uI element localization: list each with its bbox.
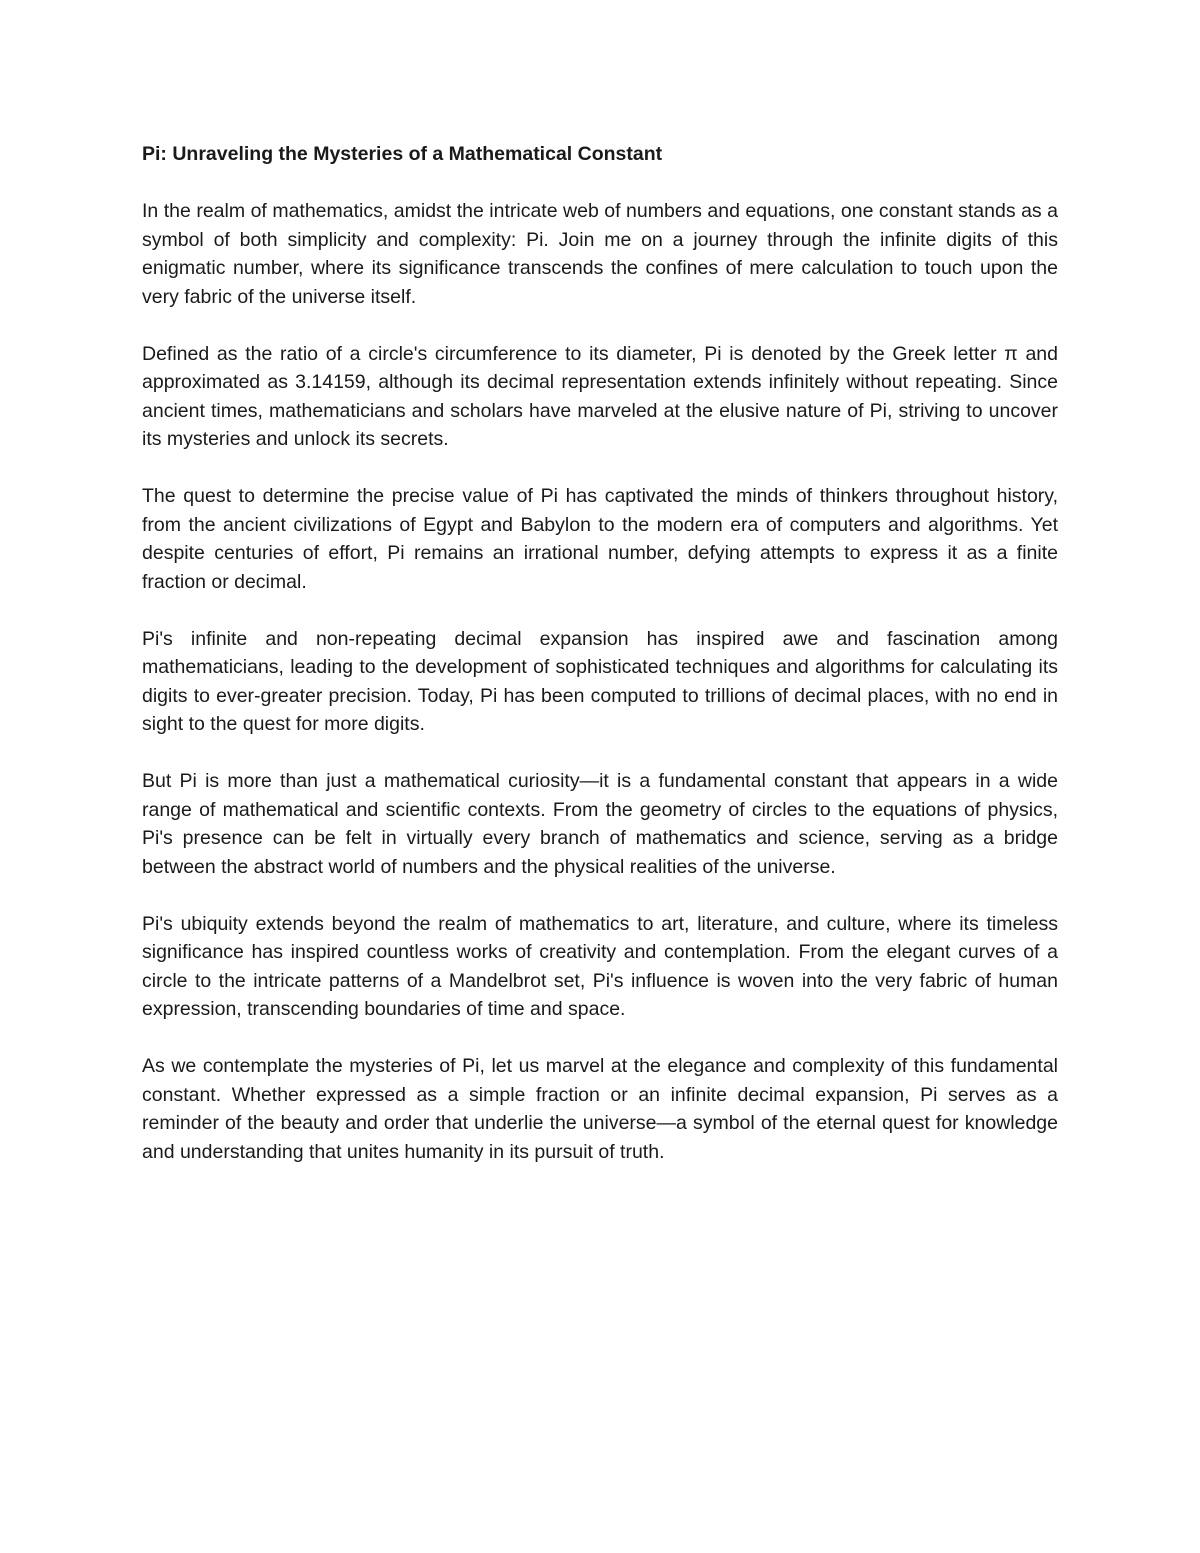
paragraph-2: Defined as the ratio of a circle's circumference to its diameter, Pi is denoted by the Greek letter π and approximated as 3.14159, although its decimal representation extends infinitely without repeating. Since ancient times, mathematicians and scholars have marveled at the elusive nature of Pi, striving to uncover its mysteries and unlock its secrets. — [142, 342, 1058, 450]
paragraph-4: Pi's infinite and non-repeating decimal expansion has inspired awe and fascination among mathematicians, leading to the development of sophisticated techniques and algorithms for calculating its digits to ever-greater precision. Today, Pi has been computed to trillions of decimal places, with no end in sight to the quest for more digits. — [142, 627, 1058, 735]
document-title: Pi: Unraveling the Mysteries of a Mathematical Constant — [142, 143, 663, 165]
document-body — [142, 140, 1058, 1195]
paragraph-7: As we contemplate the mysteries of Pi, let us marvel at the elegance and complexity of this fundamental constant. Whether expressed as a simple fraction or an infinite decimal expansion, Pi serves as a reminder of the beauty and order that underlie the universe—a symbol of the eternal quest for knowledge and understanding that unites humanity in its pursuit of truth. — [142, 1055, 1058, 1163]
paragraph-6: Pi's ubiquity extends beyond the realm of mathematics to art, literature, and culture, where its timeless significance has inspired countless works of creativity and contemplation. From the elegant curves of a circle to the intricate patterns of a Mandelbrot set, Pi's influence is woven into the very fabric of human expression, transcending boundaries of time and space. — [142, 912, 1058, 1020]
paragraph-5: But Pi is more than just a mathematical curiosity—it is a fundamental constant that appears in a wide range of mathematical and scientific contexts. From the geometry of circles to the equations of physics, Pi's presence can be felt in virtually every branch of mathematics and science, serving as a bridge between the abstract world of numbers and the physical realities of the universe. — [142, 770, 1058, 878]
paragraph-3: The quest to determine the precise value of Pi has captivated the minds of thinkers throughout history, from the ancient civilizations of Egypt and Babylon to the modern era of computers and algorithms. Yet despite centuries of effort, Pi remains an irrational number, defying attempts to express it as a finite fraction or decimal. — [142, 485, 1058, 593]
paragraph-1: In the realm of mathematics, amidst the intricate web of numbers and equations, one constant stands as a symbol of both simplicity and complexity: Pi. Join me on a journey through the infinite digits of this enigmatic number, where its significance transcends the confines of mere calculation to touch upon the very fabric of the universe itself. — [142, 200, 1058, 308]
